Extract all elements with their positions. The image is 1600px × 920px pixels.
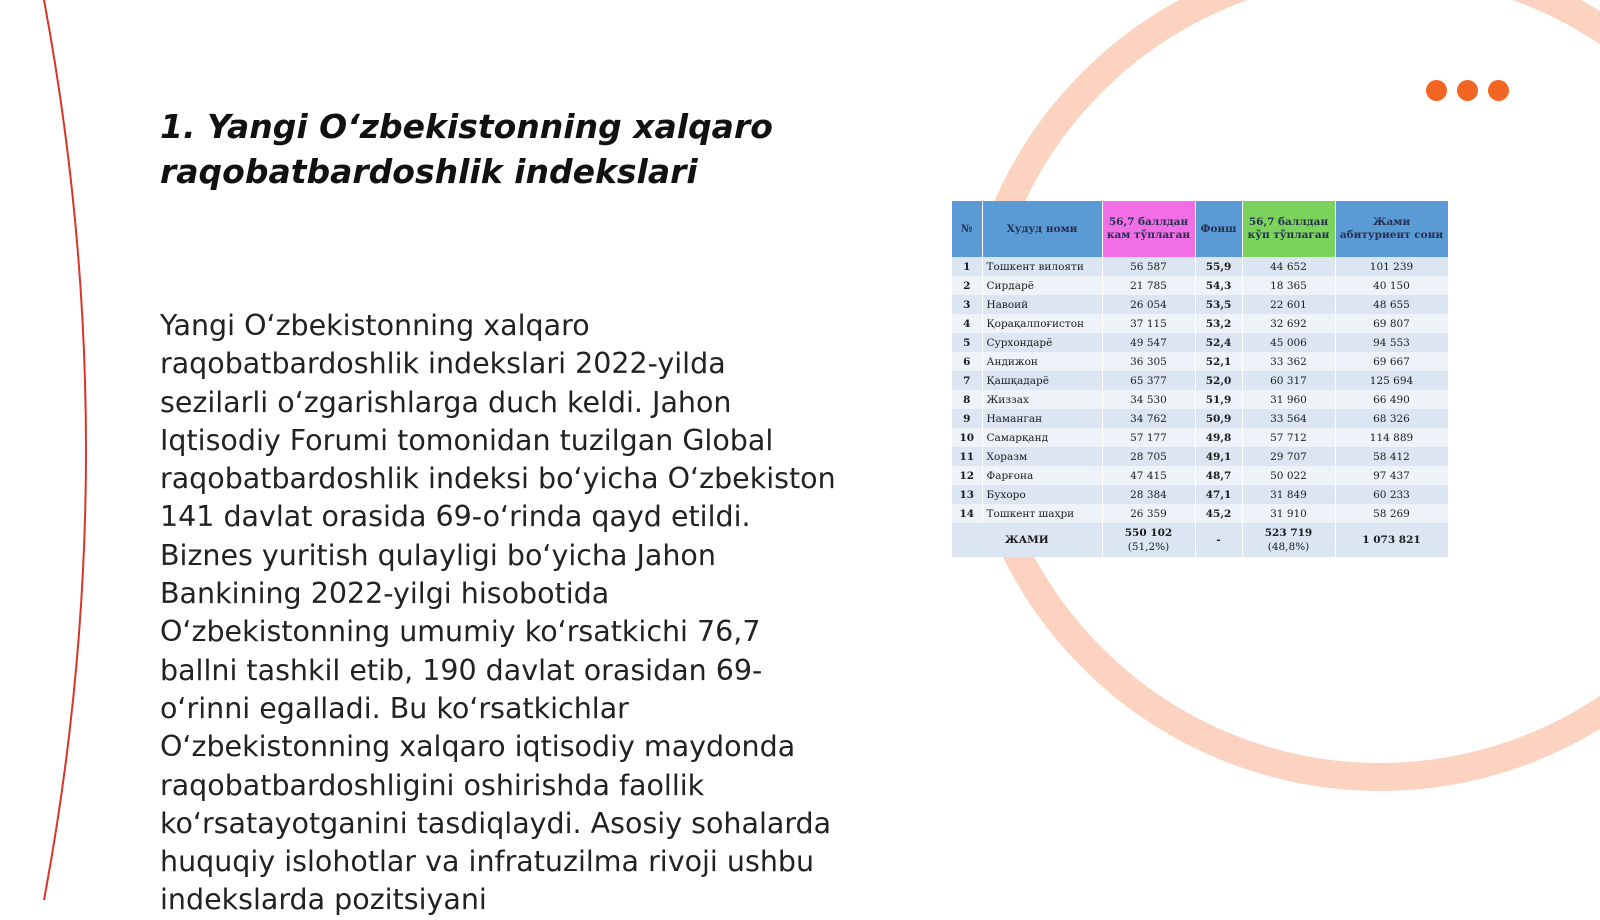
total-below-percent: (51,2%) xyxy=(1127,541,1170,553)
total-sum: 1 073 821 xyxy=(1335,523,1448,557)
header-region: Худуд номи xyxy=(982,201,1102,257)
score: 48,7 xyxy=(1195,466,1242,485)
above-threshold: 31 910 xyxy=(1242,504,1335,523)
row-number: 2 xyxy=(952,276,982,295)
region-name: Навоий xyxy=(982,295,1102,314)
total-applicants: 68 326 xyxy=(1335,409,1448,428)
above-threshold: 31 960 xyxy=(1242,390,1335,409)
score: 47,1 xyxy=(1195,485,1242,504)
table-total-row xyxy=(952,523,1448,557)
region-name: Тошкент вилояти xyxy=(982,257,1102,276)
slide-body-text: Yangi O‘zbekistonning xalqaro raqobatbardoshlik indekslari 2022-yilda sezilarli o‘zgarishlarga duch keldi. Jahon Iqtisodiy Forumi tomonidan tuzilgan Global raqobatbardoshlik indeksi bo‘yicha O‘zbekiston 141 davlat orasida 69-o‘rinda qayd etildi. Biznes yuritish qulayligi bo‘yicha Jahon Bankining 2022-yilgi hisobotida O‘zbekistonning umumiy ko‘rsatkichi 76,7 ballni tashkil etib, 190 davlat orasidan 69-o‘rinni egalladi. Bu ko‘rsatkichlar O‘zbekistonning xalqaro iqtisodiy maydonda raqobatbardoshligini oshirishda faollik ko‘rsatayotganini tasdiqlaydi. Asosiy sohalarda huquqiy islohotlar va infratuzilma rivoji ushbu indekslarda pozitsiyani xyxy=(160,309,836,917)
region-table xyxy=(952,201,1448,557)
score: 52,1 xyxy=(1195,352,1242,371)
total-above-value: 523 719 xyxy=(1264,527,1313,539)
above-threshold: 57 712 xyxy=(1242,428,1335,447)
table-row xyxy=(952,428,1448,447)
below-threshold: 57 177 xyxy=(1102,428,1195,447)
decorative-left-curve xyxy=(44,0,86,900)
table-row xyxy=(952,352,1448,371)
table-row xyxy=(952,485,1448,504)
total-applicants: 58 269 xyxy=(1335,504,1448,523)
table-row xyxy=(952,466,1448,485)
score: 50,9 xyxy=(1195,409,1242,428)
total-label: ЖАМИ xyxy=(952,523,1102,557)
region-name: Наманган xyxy=(982,409,1102,428)
header-number: № xyxy=(952,201,982,257)
below-threshold: 47 415 xyxy=(1102,466,1195,485)
row-number: 14 xyxy=(952,504,982,523)
score: 51,9 xyxy=(1195,390,1242,409)
table-body xyxy=(952,257,1448,523)
score: 55,9 xyxy=(1195,257,1242,276)
region-name: Жиззах xyxy=(982,390,1102,409)
row-number: 6 xyxy=(952,352,982,371)
header-below-threshold: 56,7 баллдан кам тўплаган xyxy=(1102,201,1195,257)
region-name: Хоразм xyxy=(982,447,1102,466)
score: 53,2 xyxy=(1195,314,1242,333)
below-threshold: 56 587 xyxy=(1102,257,1195,276)
score: 45,2 xyxy=(1195,504,1242,523)
row-number: 12 xyxy=(952,466,982,485)
below-threshold: 65 377 xyxy=(1102,371,1195,390)
region-name: Қорақалпоғистон xyxy=(982,314,1102,333)
row-number: 1 xyxy=(952,257,982,276)
region-name: Сирдарё xyxy=(982,276,1102,295)
total-applicants: 60 233 xyxy=(1335,485,1448,504)
dot-icon xyxy=(1457,80,1478,101)
table-row xyxy=(952,390,1448,409)
total-applicants: 125 694 xyxy=(1335,371,1448,390)
table-row xyxy=(952,295,1448,314)
table-row xyxy=(952,333,1448,352)
table-row xyxy=(952,504,1448,523)
table-row xyxy=(952,257,1448,276)
total-applicants: 66 490 xyxy=(1335,390,1448,409)
below-threshold: 26 054 xyxy=(1102,295,1195,314)
table-row xyxy=(952,409,1448,428)
score: 52,0 xyxy=(1195,371,1242,390)
score: 49,1 xyxy=(1195,447,1242,466)
below-threshold: 49 547 xyxy=(1102,333,1195,352)
row-number: 4 xyxy=(952,314,982,333)
region-name: Тошкент шаҳри xyxy=(982,504,1102,523)
above-threshold: 29 707 xyxy=(1242,447,1335,466)
below-threshold: 37 115 xyxy=(1102,314,1195,333)
row-number: 13 xyxy=(952,485,982,504)
above-threshold: 31 849 xyxy=(1242,485,1335,504)
menu-dots xyxy=(1426,80,1509,101)
header-total-applicants: Жами абитуриент сони xyxy=(1335,201,1448,257)
total-applicants: 114 889 xyxy=(1335,428,1448,447)
above-threshold: 32 692 xyxy=(1242,314,1335,333)
row-number: 11 xyxy=(952,447,982,466)
region-name: Қашқадарё xyxy=(982,371,1102,390)
above-threshold: 33 362 xyxy=(1242,352,1335,371)
data-table xyxy=(952,201,1449,557)
total-applicants: 101 239 xyxy=(1335,257,1448,276)
below-threshold: 34 530 xyxy=(1102,390,1195,409)
total-below xyxy=(1102,523,1195,557)
score: 49,8 xyxy=(1195,428,1242,447)
score: 52,4 xyxy=(1195,333,1242,352)
row-number: 3 xyxy=(952,295,982,314)
total-above xyxy=(1242,523,1335,557)
above-threshold: 33 564 xyxy=(1242,409,1335,428)
total-above-percent: (48,8%) xyxy=(1267,541,1310,553)
region-name: Самарқанд xyxy=(982,428,1102,447)
region-name: Андижон xyxy=(982,352,1102,371)
slide-title: 1. Yangi O‘zbekistonning xalqaro raqobatbardoshlik indekslari xyxy=(160,107,773,191)
score: 54,3 xyxy=(1195,276,1242,295)
region-name: Фарғона xyxy=(982,466,1102,485)
total-applicants: 69 807 xyxy=(1335,314,1448,333)
row-number: 9 xyxy=(952,409,982,428)
score: 53,5 xyxy=(1195,295,1242,314)
above-threshold: 60 317 xyxy=(1242,371,1335,390)
table-row xyxy=(952,371,1448,390)
total-applicants: 69 667 xyxy=(1335,352,1448,371)
row-number: 5 xyxy=(952,333,982,352)
table-row xyxy=(952,447,1448,466)
below-threshold: 36 305 xyxy=(1102,352,1195,371)
dot-icon xyxy=(1488,80,1509,101)
below-threshold: 34 762 xyxy=(1102,409,1195,428)
header-above-threshold: 56,7 баллдан кўп тўплаган xyxy=(1242,201,1335,257)
region-name: Сурхондарё xyxy=(982,333,1102,352)
total-below-value: 550 102 xyxy=(1124,527,1173,539)
above-threshold: 44 652 xyxy=(1242,257,1335,276)
above-threshold: 45 006 xyxy=(1242,333,1335,352)
below-threshold: 26 359 xyxy=(1102,504,1195,523)
total-applicants: 58 412 xyxy=(1335,447,1448,466)
region-name: Бухоро xyxy=(982,485,1102,504)
below-threshold: 21 785 xyxy=(1102,276,1195,295)
below-threshold: 28 384 xyxy=(1102,485,1195,504)
total-applicants: 97 437 xyxy=(1335,466,1448,485)
row-number: 7 xyxy=(952,371,982,390)
total-score: - xyxy=(1195,523,1242,557)
dot-icon xyxy=(1426,80,1447,101)
table-header-row xyxy=(952,201,1448,257)
above-threshold: 22 601 xyxy=(1242,295,1335,314)
total-applicants: 94 553 xyxy=(1335,333,1448,352)
above-threshold: 50 022 xyxy=(1242,466,1335,485)
total-applicants: 40 150 xyxy=(1335,276,1448,295)
table-row xyxy=(952,314,1448,333)
header-score: Фонш xyxy=(1195,201,1242,257)
total-applicants: 48 655 xyxy=(1335,295,1448,314)
row-number: 8 xyxy=(952,390,982,409)
row-number: 10 xyxy=(952,428,982,447)
below-threshold: 28 705 xyxy=(1102,447,1195,466)
above-threshold: 18 365 xyxy=(1242,276,1335,295)
table-row xyxy=(952,276,1448,295)
